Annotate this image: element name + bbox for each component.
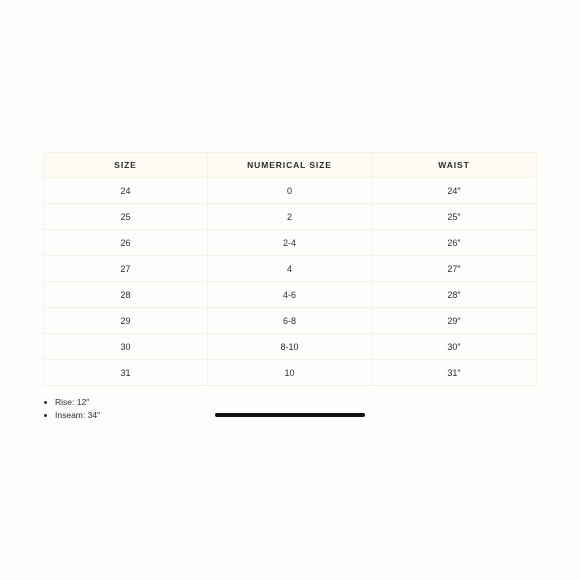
cell-waist: 27″ [372,256,537,282]
header-row [44,153,537,178]
table-row [44,334,537,360]
header-numerical-size: NUMERICAL SIZE [208,153,372,178]
cell-size: 25 [44,204,208,230]
cell-numerical-size: 8-10 [208,334,372,360]
cell-numerical-size: 10 [208,360,372,386]
header-size: SIZE [44,153,208,178]
header-waist: WAIST [372,153,537,178]
table-row [44,360,537,386]
note-inseam-text: Inseam: 34″ [55,410,101,420]
table-row [44,256,537,282]
cell-waist: 24″ [372,178,537,204]
note-inseam [55,409,100,422]
cell-waist: 26″ [372,230,537,256]
cell-numerical-size: 4-6 [208,282,372,308]
size-chart-body [44,178,537,386]
cell-size: 27 [44,256,208,282]
cell-waist: 25″ [372,204,537,230]
bullet-icon [44,401,47,404]
cell-size: 30 [44,334,208,360]
cell-numerical-size: 6-8 [208,308,372,334]
cell-numerical-size: 2-4 [208,230,372,256]
table-row [44,230,537,256]
note-rise-text: Rise: 12″ [55,397,90,407]
table-row [44,282,537,308]
cell-numerical-size: 2 [208,204,372,230]
table-row [44,204,537,230]
cell-size: 28 [44,282,208,308]
measurement-notes [43,396,100,422]
cell-waist: 29″ [372,308,537,334]
cell-waist: 31″ [372,360,537,386]
cell-numerical-size: 4 [208,256,372,282]
cell-waist: 28″ [372,282,537,308]
size-chart-table [43,152,537,386]
cell-size: 24 [44,178,208,204]
cell-size: 26 [44,230,208,256]
cell-numerical-size: 0 [208,178,372,204]
table-row [44,308,537,334]
table-row [44,178,537,204]
size-chart-header [44,153,537,178]
bullet-icon [44,414,47,417]
note-rise [55,396,100,409]
cell-waist: 30″ [372,334,537,360]
home-indicator-bar[interactable] [215,413,365,417]
cell-size: 31 [44,360,208,386]
cell-size: 29 [44,308,208,334]
